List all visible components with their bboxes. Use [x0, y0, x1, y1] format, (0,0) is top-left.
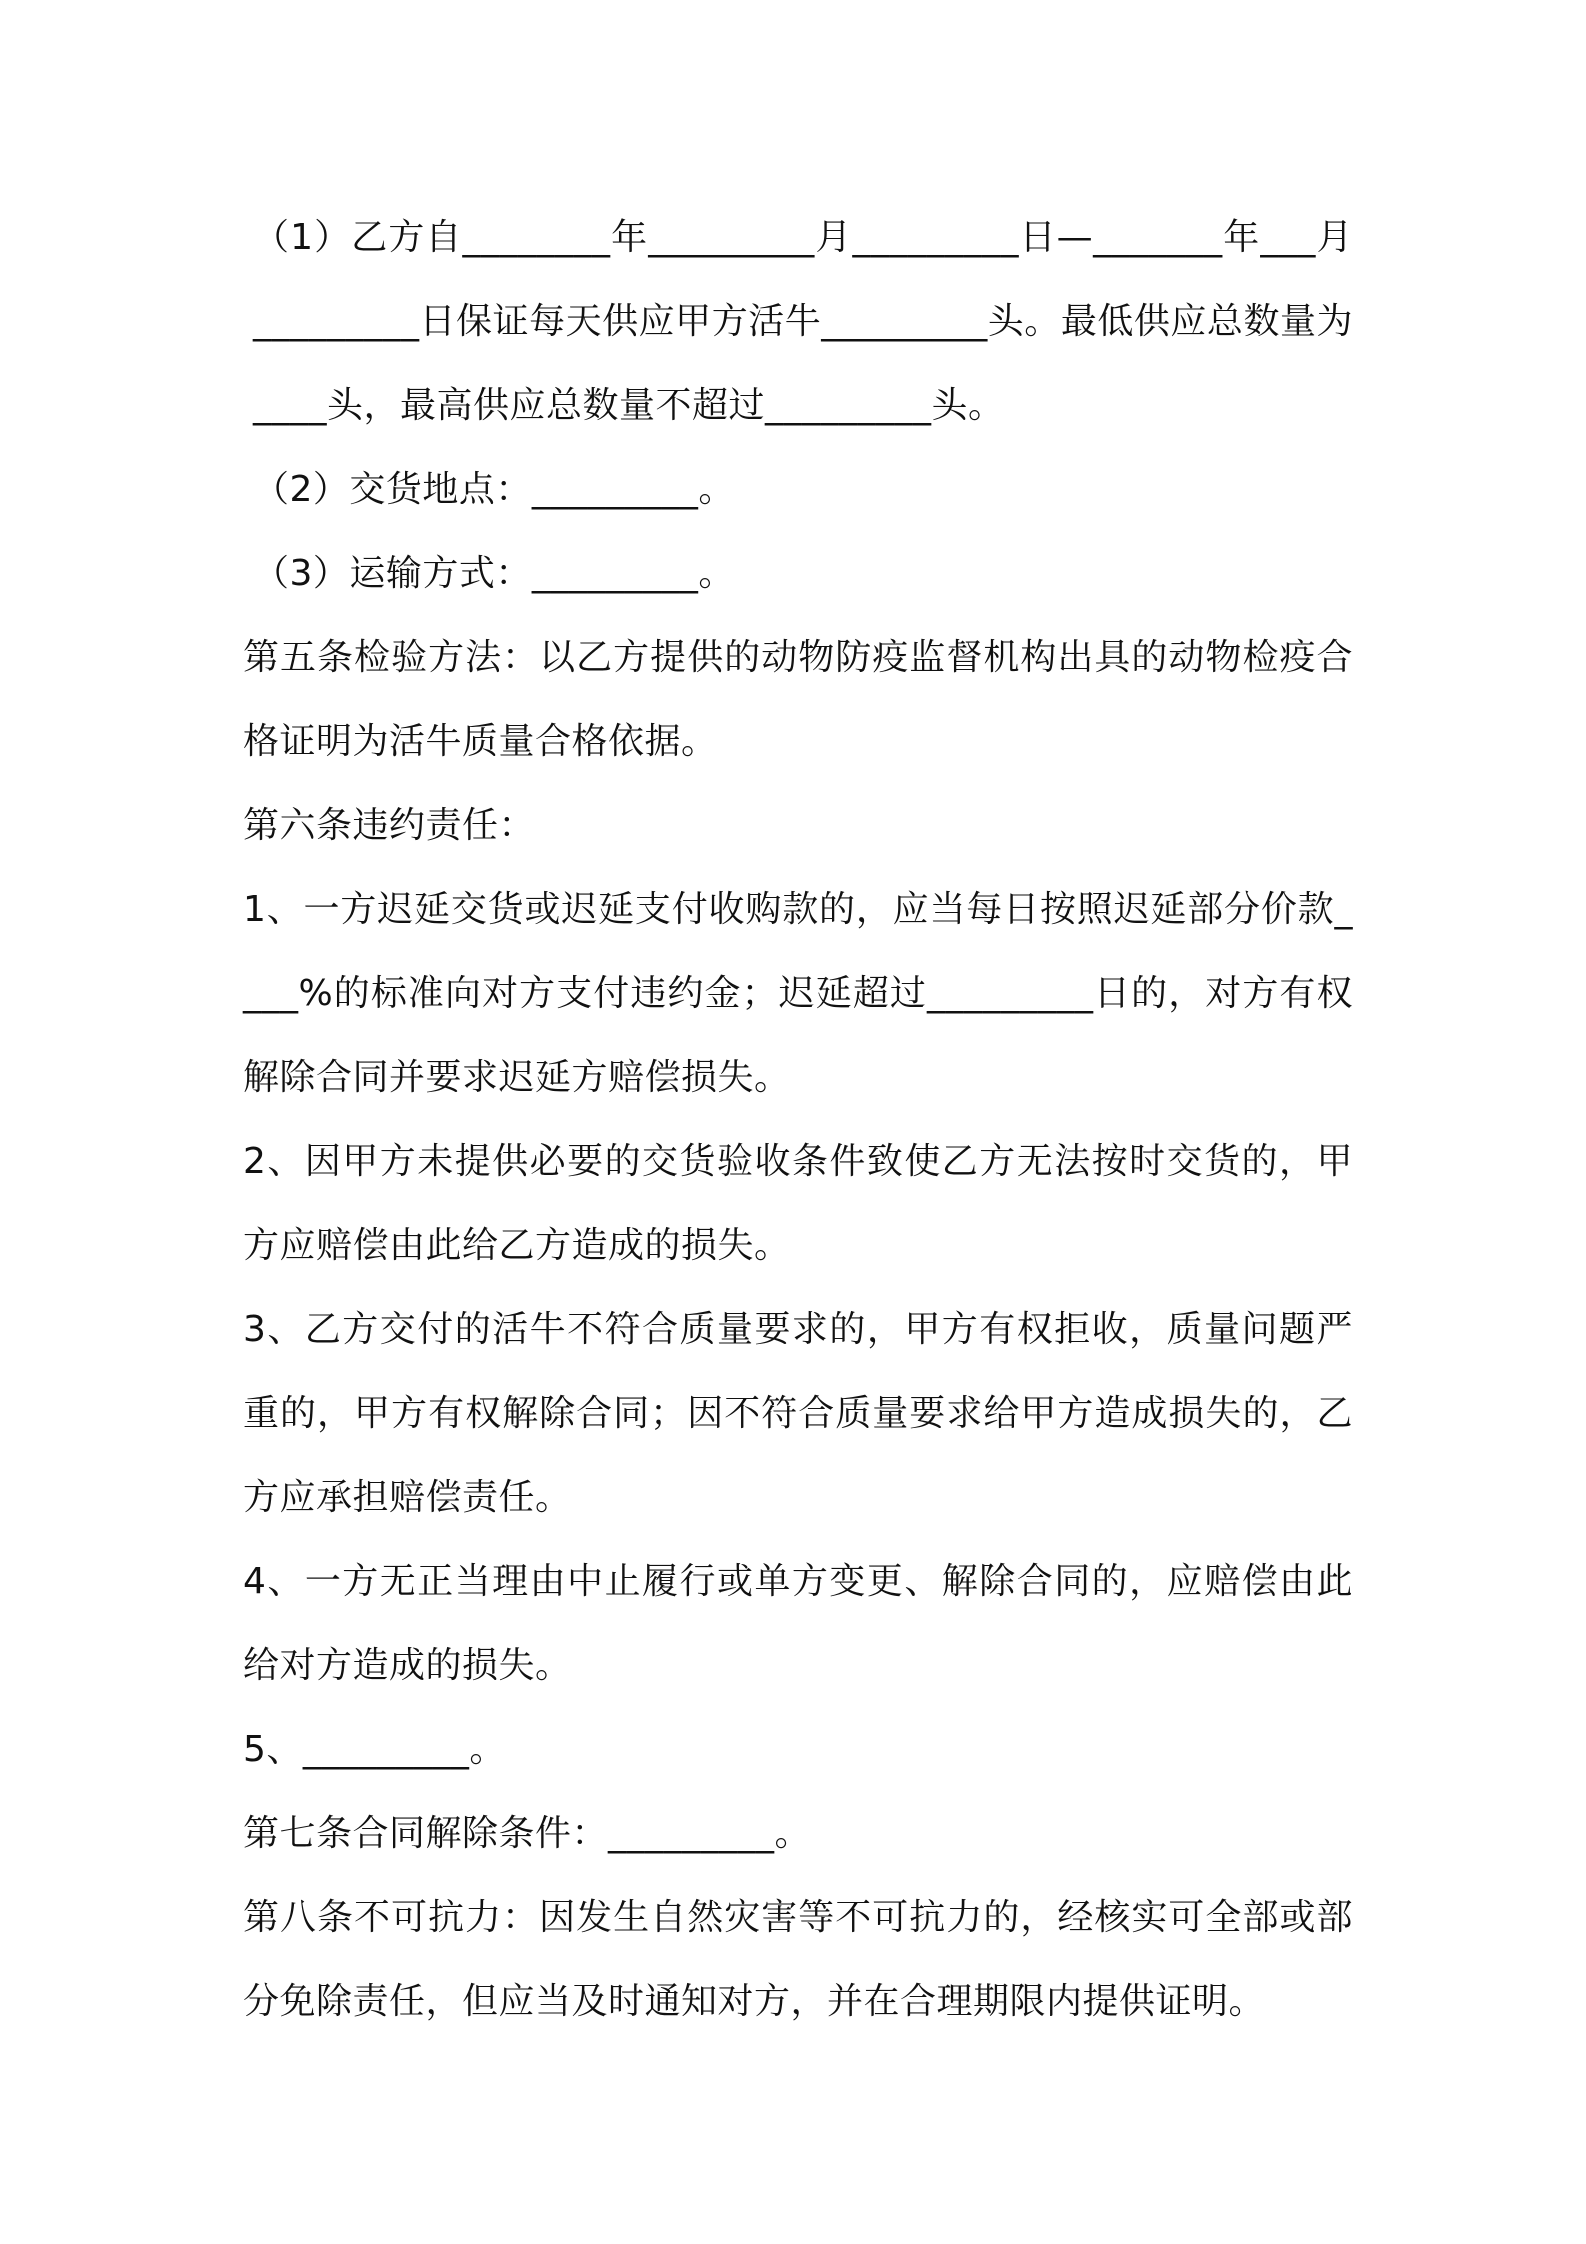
article-6-item-3: 3、乙方交付的活牛不符合质量要求的，甲方有权拒收，质量问题严重的，甲方有权解除合同；因不符合质量要求给甲方造成损失的，乙方应承担赔偿责任。 — [243, 1309, 1353, 1518]
article-6-item-1: 1、一方迟延交货或迟延支付收购款的，应当每日按照迟延部分价款____%的标准向对方支付违约金；迟延超过_________日的，对方有权解除合同并要求迟延方赔偿损失。 — [243, 889, 1353, 1098]
clause-supply-period: （1）乙方自________年_________月_________日—_______年___月_________日保证每天供应甲方活牛_________头。最低供应总数量为____头，最高供应总数量不超过_________头。 — [253, 217, 1353, 426]
article-8-force-majeure: 第八条不可抗力：因发生自然灾害等不可抗力的，经核实可全部或部分免除责任，但应当及时通知对方，并在合理期限内提供证明。 — [243, 1897, 1353, 2022]
article-6-item-5: 5、_________。 — [243, 1729, 506, 1770]
clause-transport-method: （3）运输方式：_________。 — [253, 553, 735, 594]
article-6-heading: 第六条违约责任： — [243, 805, 536, 846]
article-7-termination: 第七条合同解除条件：_________。 — [243, 1813, 812, 1854]
contract-body — [243, 196, 1353, 2044]
clause-delivery-location: （2）交货地点：_________。 — [253, 469, 735, 510]
article-6-item-2: 2、因甲方未提供必要的交货验收条件致使乙方无法按时交货的，甲方应赔偿由此给乙方造成的损失。 — [243, 1141, 1353, 1266]
article-6-item-4: 4、一方无正当理由中止履行或单方变更、解除合同的，应赔偿由此给对方造成的损失。 — [243, 1561, 1353, 1686]
article-5-inspection-method: 第五条检验方法：以乙方提供的动物防疫监督机构出具的动物检疫合格证明为活牛质量合格依据。 — [243, 637, 1353, 762]
